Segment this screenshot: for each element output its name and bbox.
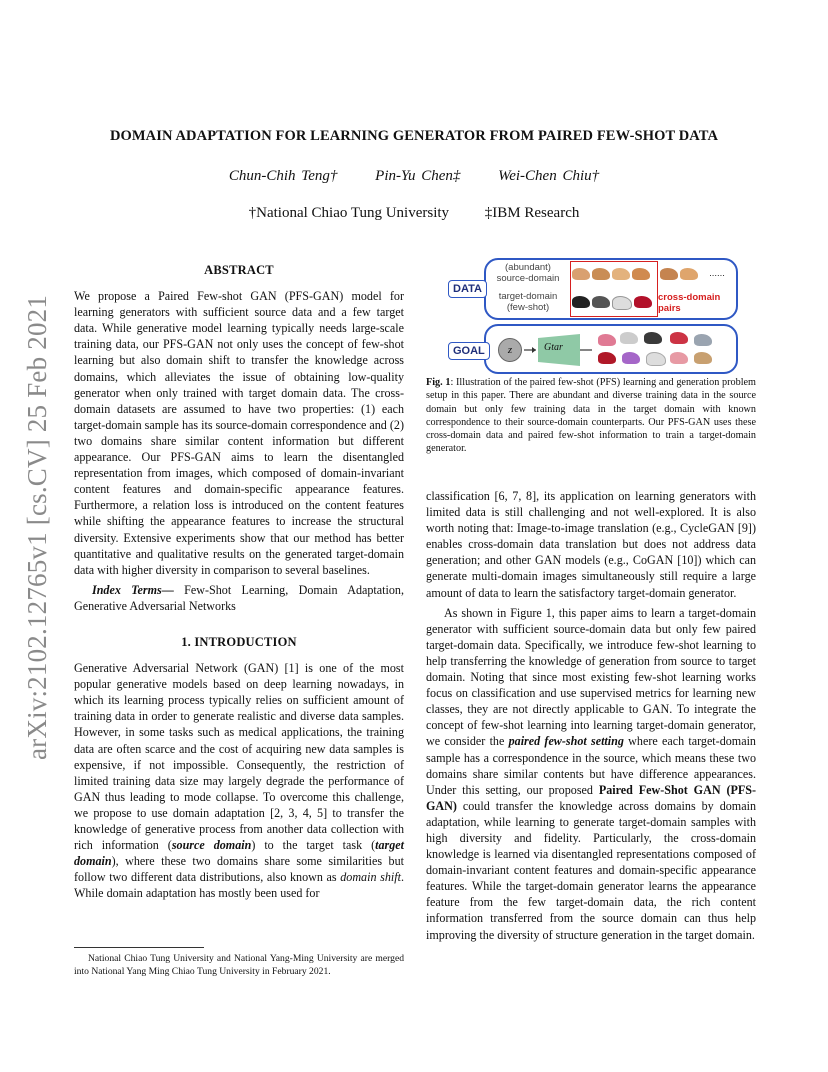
generated-shoe-image: [598, 352, 616, 364]
target-shoe-image: [592, 296, 610, 308]
author: Pin-Yu Chen‡: [375, 168, 461, 184]
source-text: [490, 262, 566, 284]
target-shoe-image: [572, 296, 590, 308]
intro-emphasis: source domain: [171, 838, 252, 853]
intro-emphasis: domain shift: [340, 870, 401, 885]
generated-shoe-image: [670, 332, 688, 344]
intro-text: ), where these two domains share some similarities but follow two different data distributions, also known as: [74, 854, 404, 885]
intro-paragraph-1: [74, 660, 404, 901]
ellipsis: ......: [709, 268, 725, 279]
intro-emphasis: paired few-shot setting: [508, 734, 624, 749]
intro-text: As shown in Figure 1, this paper aims to learn a target-domain generator with sufficient source-domain data but only few paired target-domain data. Specifically, we introduce few-shot learning to help transferring the knowledge of generation from source to target domain. Noting that since most existing few-shot learning works focus on classification and use supervised metrics for learning new classes, they are not directly applicable to GAN. To integrate the concept of few-shot learning into learning target-domain generator, we consider the: [426, 605, 756, 749]
intro-heading: 1. INTRODUCTION: [181, 634, 297, 649]
generated-shoe-image: [598, 334, 616, 346]
cross-text-line: cross-domain: [658, 292, 721, 303]
intro-paragraph-1-cont: classification [6, 7, 8], its application on learning generators with limited data is still challenging and not well-explored. It is also worth noting that: Image-to-image translation (e.g., CycleGAN [9]) enables cross-domain data translation but does not address data generation; and other GAN models (e.g., CoGAN [10]) which can generate multi-domain images simultaneously still require a large amount of data to learn the satisfactory target-domain generator.: [426, 489, 756, 600]
generated-shoe-image: [620, 332, 638, 344]
index-terms: [74, 582, 404, 614]
arxiv-side-label: arXiv:2102.12765v1 [cs.CV] 25 Feb 2021: [22, 294, 52, 760]
intro-text: Generative Adversarial Network (GAN) [1] is one of the most popular generative models based on deep learning nowadays, in which its learning process typically relies on sufficient amount of training data in order to generate realistic and diverse data samples. However, in some tasks such as medical applications, the training data are often scarce and the cost of acquiring new data samples is expensive, if not impossible. Consequently, the restriction of limited training data size may largely degrade the performance of GAN thus leading to mode collapse. To overcome this challenge, we propose to use domain adaptation [2, 3, 4, 5] to transfer the knowledge of generative process from another data collection with rich information (: [74, 661, 404, 853]
source-text-line: source-domain: [496, 273, 560, 284]
target-text: [490, 291, 566, 313]
source-shoe-image: [680, 268, 698, 280]
goal-label: GOAL: [448, 342, 490, 360]
abstract-body: We propose a Paired Few-shot GAN (PFS-GAN) model for learning generators with sufficient source data and a few target data. While generative model learning typically needs large-scale training data, our PFS-GAN not only uses the concept of few-shot learning but also domain shift to transfer the knowledge across domains, which alleviates the issue of obtaining low-quality generator when only trained with target domain data. The cross-domain datasets are assumed to have two properties: (1) each target-domain sample has its source-domain correspondence and (2) two domains share similar content information but different appearance. Our PFS-GAN aims to learn the disentangled representation from images, which composed of domain-invariant content features and domain-specific appearance features. Furthermore, a relation loss is introduced on the content features while shifting the appearance features to increase the structural diversity. Extensive experiments show that our method has better quantitative and qualitative results on the generated target-domain data with higher diversity in comparison to several baselines.: [74, 289, 404, 577]
source-shoe-image: [592, 268, 610, 280]
affiliation: †National Chiao Tung University: [248, 205, 450, 221]
right-column: [426, 488, 756, 943]
target-shoe-image: [634, 296, 652, 308]
intro-emphasis: target domain: [74, 838, 404, 869]
target-text-line: (few-shot): [506, 302, 550, 313]
index-terms-text: Few-Shot Learning, Domain Adaptation, Generative Adversarial Networks: [74, 582, 404, 613]
figure-caption: [426, 376, 756, 456]
figure-1: [448, 256, 738, 374]
intro-text: ) to the target task (: [251, 838, 376, 853]
caption-label: Fig. 1: [426, 377, 451, 388]
footnote: National Chiao Tung University and National Yang-Ming University are merged into National Yang Ming Chiao Tung University in February 2021.: [74, 953, 404, 977]
author: Wei-Chen Chiu†: [498, 168, 600, 184]
source-shoe-image: [632, 268, 650, 280]
intro-emphasis: Paired Few-Shot GAN (PFS-GAN): [426, 782, 756, 813]
generator-label: Gtar: [544, 342, 563, 353]
intro-paragraph-2: [426, 605, 756, 943]
author: Chun-Chih Teng†: [228, 168, 338, 184]
source-shoe-image: [660, 268, 678, 280]
data-label: DATA: [448, 280, 487, 298]
generated-shoe-image: [694, 334, 712, 346]
affiliation: ‡IBM Research: [484, 205, 580, 221]
latent-z-node: z: [498, 338, 522, 362]
affiliation-list: [130, 205, 698, 222]
generated-shoe-image: [694, 352, 712, 364]
cross-text-line: pairs: [658, 303, 681, 314]
generated-shoe-image: [622, 352, 640, 364]
generated-shoe-image: [646, 352, 666, 366]
intro-text: could transfer the knowledge across domains by domain adaptation, while learning to generate target-domain samples with high diversity and fidelity. Particularly, the cross-domain knowledge is learned via disentangled representations composed of domain-invariant content features and domain-specific appearance features. While the target-domain generator learns the appearance feature from the few target-domain data, the rich content information transferred from the source domain can thus help improving the diversity of structure generation in the target domain.: [426, 798, 756, 942]
abstract-heading: ABSTRACT: [204, 263, 274, 277]
intro-text: where each target-domain sample has a correspondence in the source, which means these two domains share similar contents but have difference appearances. Under this setting, our proposed: [426, 734, 756, 797]
target-shoe-image: [612, 296, 632, 310]
left-column: [74, 262, 404, 901]
intro-text: . While domain adaptation has mostly been used for: [74, 870, 405, 901]
source-shoe-image: [612, 268, 630, 280]
target-text-line: target-domain: [498, 291, 558, 302]
caption-text: : Illustration of the paired few-shot (PFS) learning and generation problem setup in this paper. There are abundant and diverse training data in the source domain but only few training data in the target domain with known correspondence to their source-domain counterparts. Our PFS-GAN uses these cross-domain data and paired few-shot information to train a target-domain generator.: [426, 377, 756, 455]
source-shoe-image: [572, 268, 590, 280]
index-terms-label: Index Terms—: [92, 582, 174, 597]
source-text-line: (abundant): [505, 262, 551, 273]
cross-domain-text: [658, 292, 720, 314]
author-list: [130, 168, 698, 185]
generated-shoe-image: [670, 352, 688, 364]
generated-shoe-image: [644, 332, 662, 344]
footnote-rule: [74, 947, 204, 948]
paper-title: DOMAIN ADAPTATION FOR LEARNING GENERATOR FROM PAIRED FEW-SHOT DATA: [109, 128, 719, 144]
